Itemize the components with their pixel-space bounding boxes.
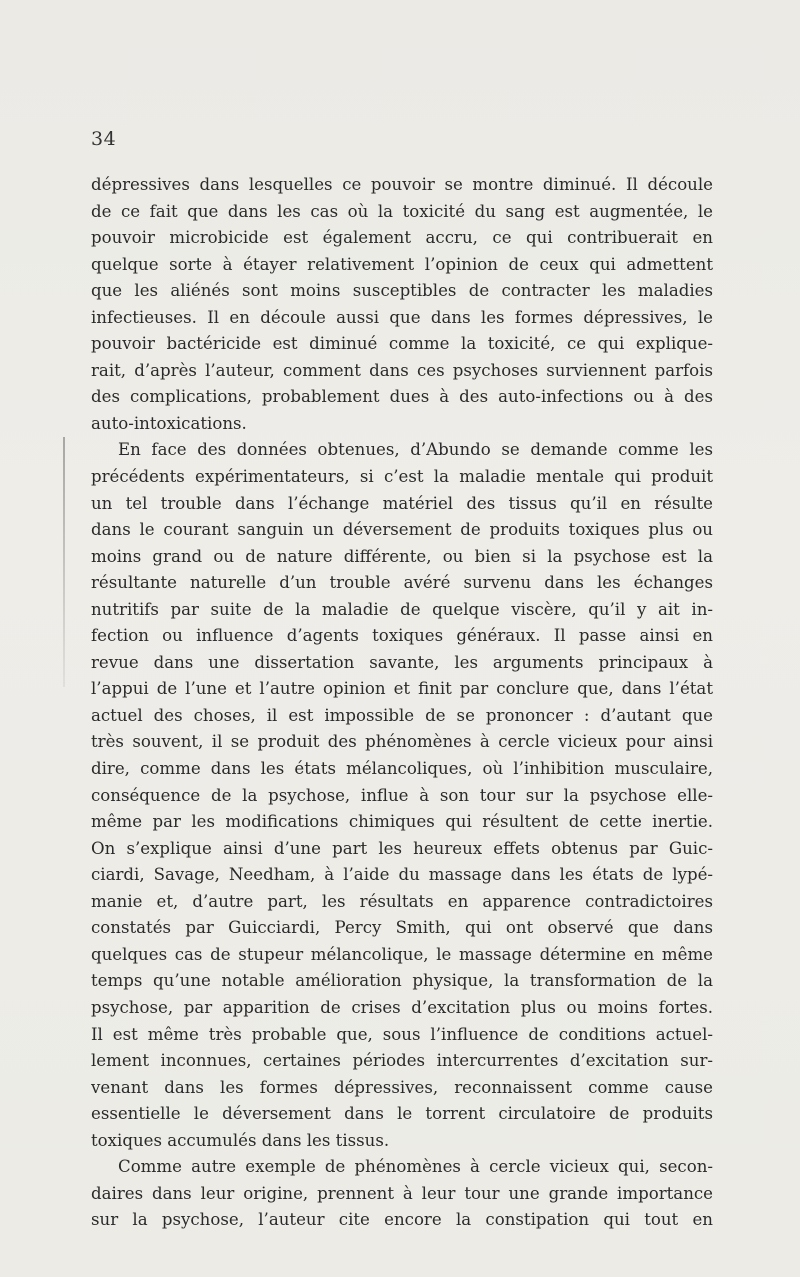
text-line: l’appui de l’une et l’autre opinion et finit par conclure que, dans l’état: [91, 679, 713, 699]
text-line: dans le courant sanguin un déversement de produits toxiques plus ou: [91, 520, 713, 540]
text-line: venant dans les formes dépressives, reconnaissent comme cause: [91, 1077, 713, 1097]
text-line: résultante naturelle d’un trouble avéré survenu dans les échanges: [91, 573, 713, 593]
text-line: quelques cas de stupeur mélancolique, le massage détermine en même: [91, 944, 713, 964]
text-line: conséquence de la psychose, influe à son tour sur la psychose elle-: [91, 785, 713, 805]
text-line: dire, comme dans les états mélancoliques, où l’inhibition musculaire,: [91, 759, 713, 779]
text-line: dépressives dans lesquelles ce pouvoir se montre diminué. Il découle: [91, 175, 713, 194]
text-line: très souvent, il se produit des phénomènes à cercle vicieux pour ainsi: [91, 732, 713, 752]
text-line: Il est même très probable que, sous l’influence de conditions actuel-: [91, 1024, 713, 1044]
margin-pencil-mark: [63, 437, 65, 687]
text-line: infectieuses. Il en découle aussi que dans les formes dépressives, le: [91, 307, 713, 327]
text-line: revue dans une dissertation savante, les arguments principaux à: [91, 652, 713, 672]
text-line: rait, d’après l’auteur, comment dans ces psychoses surviennent parfois: [91, 360, 713, 380]
text-line: On s’explique ainsi d’une part les heureux effets obtenus par Guic-: [91, 838, 713, 858]
text-line: de ce fait que dans les cas où la toxicité du sang est augmentée, le: [91, 201, 713, 221]
page-number: 34: [91, 128, 117, 150]
text-line: Comme autre exemple de phénomènes à cercle vicieux qui, secon-: [118, 1157, 713, 1177]
text-line: constatés par Guicciardi, Percy Smith, qui ont observé que dans: [91, 918, 713, 938]
text-line: même par les modifications chimiques qui résultent de cette inertie.: [91, 812, 713, 832]
text-line: temps qu’une notable amélioration physique, la transformation de la: [91, 971, 713, 991]
text-line: un tel trouble dans l’échange matériel des tissus qu’il en résulte: [91, 493, 713, 513]
text-line: fection ou influence d’agents toxiques généraux. Il passe ainsi en: [91, 626, 713, 646]
text-line: actuel des choses, il est impossible de se prononcer : d’autant que: [91, 705, 713, 725]
text-line: pouvoir bactéricide est diminué comme la toxicité, ce qui explique-: [91, 334, 713, 354]
text-line: daires dans leur origine, prennent à leur tour une grande importance: [91, 1183, 713, 1203]
text-line: auto-intoxications.: [91, 413, 247, 433]
text-line: manie et, d’autre part, les résultats en apparence contradictoires: [91, 891, 713, 911]
text-line: pouvoir microbicide est également accru, ce qui contribuerait en: [91, 228, 713, 248]
text-line: essentielle le déversement dans le torrent circulatoire de produits: [91, 1104, 713, 1124]
text-line: que les aliénés sont moins susceptibles de contracter les maladies: [91, 281, 713, 301]
text-line: nutritifs par suite de la maladie de quelque viscère, qu’il y ait in-: [91, 599, 713, 619]
text-line: sur la psychose, l’auteur cite encore la constipation qui tout en: [91, 1210, 713, 1230]
text-line: lement inconnues, certaines périodes intercurrentes d’excitation sur-: [91, 1051, 713, 1071]
text-line: toxiques accumulés dans les tissus.: [91, 1130, 390, 1150]
text-line: précédents expérimentateurs, si c’est la maladie mentale qui produit: [91, 467, 713, 487]
text-line: des complications, probablement dues à des auto-infections ou à des: [91, 387, 713, 407]
text-line: En face des données obtenues, d’Abundo se demande comme les: [118, 440, 713, 460]
body-text: [91, 172, 713, 1234]
text-line: ciardi, Savage, Needham, à l’aide du massage dans les états de lypé-: [91, 865, 713, 885]
text-line: quelque sorte à étayer relativement l’opinion de ceux qui admettent: [91, 254, 713, 274]
text-line: psychose, par apparition de crises d’excitation plus ou moins fortes.: [91, 997, 713, 1017]
text-line: moins grand ou de nature différente, ou bien si la psychose est la: [91, 546, 713, 566]
